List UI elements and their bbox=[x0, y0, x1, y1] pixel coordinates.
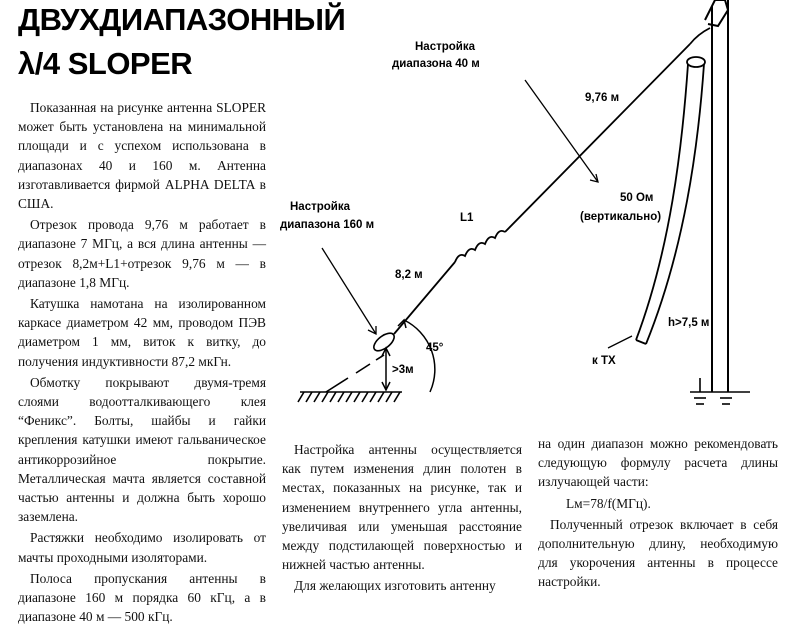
antenna-diagram bbox=[280, 0, 800, 430]
label-tune-160-line2: диапазона 160 м bbox=[280, 219, 375, 231]
label-tune-160-line1: Настройка bbox=[290, 201, 350, 213]
text-column-2 bbox=[282, 440, 522, 598]
text-column-1 bbox=[18, 98, 266, 628]
label-height-min: >3м bbox=[392, 364, 414, 376]
height-arrow bbox=[382, 348, 390, 390]
article-title-line1: ДВУХДИАПАЗОННЫЙ bbox=[18, 2, 346, 37]
guy-line bbox=[326, 355, 384, 392]
paragraph: Отрезок провода 9,76 м работает в диапазоне 7 МГц, а вся длина антенны — отрезок 8,2м+L1+отрезок 9,76 м — в диапазоне 1,8 МГц. bbox=[18, 217, 266, 290]
paragraph: Настройка антенны осуществляется как путем изменения длин полотен в местах, показанных на рисунке, так и изменением внутреннего угла антенны, увеличивая или уменьшая расстояние между подстилающей поверхностью и нижней частью антенны. bbox=[282, 442, 522, 573]
label-mast-height: h>7,5 м bbox=[668, 317, 710, 329]
angle-arc bbox=[404, 320, 435, 392]
label-wire-976: 9,76 м bbox=[585, 92, 620, 104]
label-wire-82: 8,2 м bbox=[395, 269, 423, 281]
label-impedance-line2: (вертикально) bbox=[580, 211, 662, 223]
paragraph: Обмотку покрывают двумя-тремя слоями водоотталкивающего клея “Феникс”. Болты, шайбы и гайки крепления катушки имеют гальваническое антикоррозийное покрытие. Металлическая мачта является составной частью антенны и должна быть хорошо заземлена. bbox=[18, 374, 266, 525]
paragraph: Катушка намотана на изолированном каркасе диаметром 42 мм, проводом ПЭВ диаметром 1 мм, виток к витку, до получения индуктивности 87,2 мкГн. bbox=[18, 296, 266, 369]
paragraph: Полоса пропускания антенны в диапазоне 160 м порядка 60 кГц, а в диапазоне 40 м — 500 кГц. bbox=[18, 570, 266, 625]
label-tune-40-line2: диапазона 40 м bbox=[392, 58, 480, 70]
text-column-3 bbox=[538, 434, 778, 594]
label-angle: 45° bbox=[426, 342, 444, 354]
label-coil-L1: L1 bbox=[460, 212, 474, 224]
paragraph: Для желающих изготовить антенну bbox=[294, 578, 496, 594]
formula: Lм=78/f(МГц). bbox=[566, 495, 651, 511]
paragraph: Полученный отрезок включает в себя дополнительную длину, необходимую для укорочения антенны в процессе настройки. bbox=[538, 516, 778, 590]
paragraph: Растяжки необходимо изолировать от мачты проходными изоляторами. bbox=[18, 530, 266, 565]
paragraph: Показанная на рисунке антенна SLOPER может быть установлена на минимальной площади и с успехом использована в диапазонах 40 и 160 м. Антенна изготавливается фирмой ALPHA DELTA в США. bbox=[18, 100, 266, 212]
label-tune-40-line1: Настройка bbox=[415, 41, 475, 53]
article-title-line2: λ/4 SLOPER bbox=[18, 46, 193, 81]
antenna-wire bbox=[394, 28, 710, 334]
label-impedance-line1: 50 Ом bbox=[620, 192, 654, 204]
paragraph: на один диапазон можно рекомендовать следующую формулу расчета длины излучающей части: bbox=[538, 436, 778, 490]
ground-hatch-left bbox=[298, 392, 402, 402]
ground-hatch-right bbox=[690, 378, 750, 404]
mast bbox=[705, 0, 728, 392]
label-to-tx: к ТХ bbox=[592, 355, 616, 367]
